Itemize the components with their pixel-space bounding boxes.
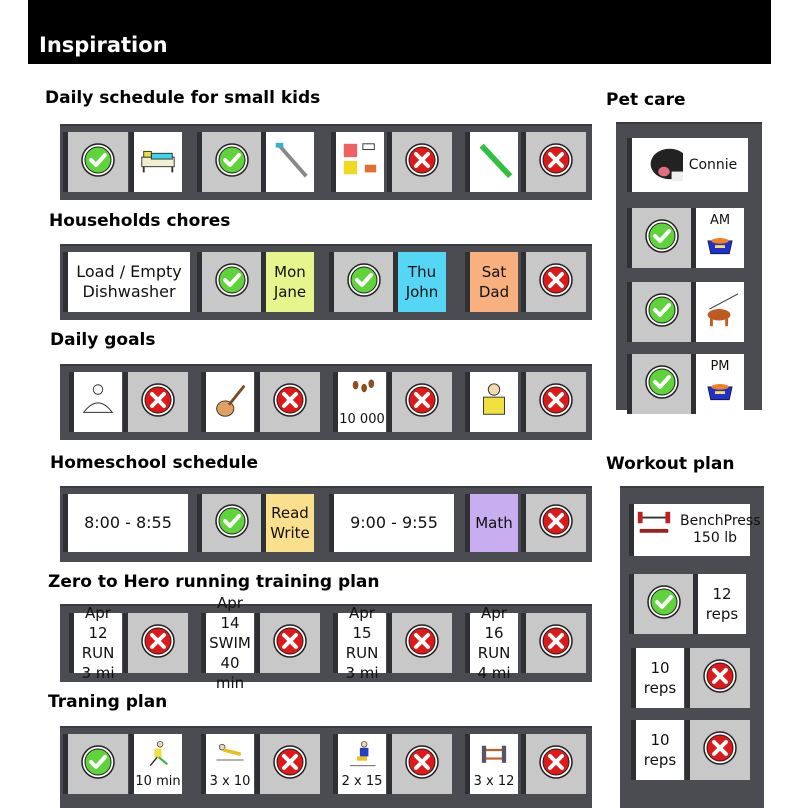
check-icon	[80, 744, 116, 785]
picture-tile[interactable]	[338, 734, 386, 794]
tile-text-line: 3 mi	[345, 664, 379, 682]
not-done-tile[interactable]	[128, 372, 188, 432]
meditation-icon	[78, 380, 118, 425]
cross-icon	[538, 142, 574, 183]
cross-icon	[538, 623, 574, 664]
text-tile[interactable]	[68, 494, 188, 552]
tile-text-line: RUN	[81, 644, 115, 662]
dog-icon	[643, 143, 683, 188]
dumbbells-icon	[479, 740, 509, 775]
cross-icon	[404, 744, 440, 785]
done-tile[interactable]	[68, 734, 128, 794]
tile-text-line: RUN	[345, 644, 379, 662]
text-tile[interactable]	[206, 594, 254, 692]
picture-tile[interactable]	[206, 734, 254, 794]
not-done-tile[interactable]	[526, 132, 586, 192]
tile-text-line: Apr 12	[85, 604, 111, 642]
check-icon	[646, 584, 682, 625]
section-title: Daily schedule for small kids	[45, 88, 321, 108]
check-icon	[644, 218, 680, 259]
cross-icon	[404, 623, 440, 664]
picture-tile[interactable]	[696, 354, 744, 414]
cross-icon	[272, 382, 308, 423]
picture-tile[interactable]	[134, 734, 182, 794]
picture-tile[interactable]	[338, 372, 386, 432]
tile-text-line: Sat	[481, 263, 507, 281]
text-tile[interactable]	[74, 604, 122, 682]
tile-text-line: reps	[643, 751, 677, 769]
tile-text-line: Math	[475, 514, 513, 532]
tile-text-line: 10	[650, 731, 670, 749]
clothes-icon	[340, 140, 380, 185]
cross-icon	[538, 382, 574, 423]
tile-caption: PM	[710, 358, 730, 374]
done-tile[interactable]	[634, 574, 694, 634]
check-icon	[214, 503, 250, 544]
text-tile[interactable]	[334, 494, 454, 552]
check-icon	[644, 364, 680, 405]
not-done-tile[interactable]	[392, 132, 452, 192]
not-done-tile[interactable]	[392, 372, 452, 432]
tile-text-line: reps	[705, 605, 739, 623]
tile-text-line: Write	[270, 524, 310, 542]
squat-icon	[347, 740, 377, 775]
done-tile[interactable]	[632, 282, 692, 342]
tile-caption: 10 000	[339, 411, 385, 427]
cross-icon	[702, 730, 738, 771]
not-done-tile[interactable]	[392, 734, 452, 794]
tile-caption: Connie	[688, 156, 738, 173]
not-done-tile[interactable]	[526, 734, 586, 794]
done-tile[interactable]	[68, 132, 128, 192]
cross-icon	[272, 623, 308, 664]
text-tile[interactable]	[470, 252, 518, 312]
done-tile[interactable]	[202, 132, 262, 192]
picture-tile[interactable]	[632, 138, 748, 192]
check-icon	[346, 262, 382, 303]
not-done-tile[interactable]	[128, 613, 188, 673]
not-done-tile[interactable]	[260, 372, 320, 432]
cross-icon	[404, 382, 440, 423]
cross-icon	[140, 623, 176, 664]
tile-caption: BenchPress 150 lb	[680, 513, 761, 546]
cross-icon	[538, 744, 574, 785]
pushup-icon	[215, 740, 245, 775]
tile-text-line: John	[405, 283, 439, 301]
picture-tile[interactable]	[470, 734, 518, 794]
tile-caption: 2 x 15	[341, 773, 383, 789]
text-tile[interactable]	[266, 252, 314, 312]
tile-text-line: Dishwasher	[82, 282, 176, 301]
picture-tile[interactable]	[336, 132, 384, 192]
section-title: Traning plan	[48, 692, 168, 712]
section-title: Pet care	[606, 90, 686, 110]
picture-tile[interactable]	[696, 282, 744, 342]
check-icon	[80, 142, 116, 183]
tile-text-line: 12	[712, 585, 732, 603]
comb-icon	[474, 140, 514, 185]
tile-text-line: Dad	[478, 283, 510, 301]
reading-icon	[474, 380, 514, 425]
text-tile[interactable]	[636, 720, 684, 780]
picture-tile[interactable]	[470, 372, 518, 432]
not-done-tile[interactable]	[690, 720, 750, 780]
cross-icon	[538, 503, 574, 544]
picture-tile[interactable]	[74, 372, 122, 432]
tile-text-line: 9:00 - 9:55	[350, 513, 438, 532]
toothbrush-icon	[270, 140, 310, 185]
tile-caption: 3 x 12	[473, 773, 515, 789]
tile-text-line: Apr 14	[217, 594, 243, 632]
done-tile[interactable]	[632, 208, 692, 268]
tile-text-line: Apr 16	[481, 604, 507, 642]
guitar-icon	[210, 380, 250, 425]
tile-caption: AM	[709, 212, 731, 228]
text-tile[interactable]	[470, 494, 518, 552]
not-done-tile[interactable]	[260, 734, 320, 794]
picture-tile[interactable]	[696, 208, 744, 268]
section-title: Homeschool schedule	[50, 453, 259, 473]
not-done-tile[interactable]	[392, 613, 452, 673]
bed-icon	[138, 140, 178, 185]
tile-text-line: Jane	[273, 283, 307, 301]
text-tile[interactable]	[470, 604, 518, 682]
tile-text-line: RUN	[477, 644, 511, 662]
not-done-tile[interactable]	[526, 494, 586, 552]
not-done-tile[interactable]	[260, 613, 320, 673]
section-title: Households chores	[49, 211, 231, 231]
not-done-tile[interactable]	[690, 648, 750, 708]
section-title: Zero to Hero running training plan	[48, 572, 380, 592]
tile-text-line: 40 min	[215, 654, 245, 692]
text-tile[interactable]	[338, 604, 386, 682]
check-icon	[644, 292, 680, 333]
text-tile[interactable]	[266, 494, 314, 552]
tile-text-line: Mon	[274, 263, 306, 281]
text-tile[interactable]	[68, 252, 190, 312]
footprints-icon	[347, 378, 377, 413]
dog-bowl-icon	[705, 374, 735, 409]
bench-press-icon	[634, 508, 674, 553]
tile-text-line: reps	[643, 679, 677, 697]
check-icon	[214, 262, 250, 303]
tile-text-line: Thu	[407, 263, 437, 281]
section-title: Workout plan	[606, 454, 735, 474]
stretching-icon	[143, 740, 173, 775]
not-done-tile[interactable]	[526, 372, 586, 432]
tile-text-line: SWIM	[209, 634, 251, 652]
text-tile[interactable]	[398, 252, 446, 312]
text-tile[interactable]	[698, 574, 746, 634]
tile-text-line: Load / Empty	[76, 262, 182, 281]
picture-tile[interactable]	[634, 504, 761, 556]
cross-icon	[272, 744, 308, 785]
dog-walk-icon	[700, 290, 740, 335]
cross-icon	[538, 262, 574, 303]
check-icon	[214, 142, 250, 183]
tile-text-line: 4 mi	[477, 664, 511, 682]
not-done-tile[interactable]	[526, 613, 586, 673]
section-title: Daily goals	[50, 330, 156, 350]
cross-icon	[404, 142, 440, 183]
picture-tile[interactable]	[470, 132, 518, 192]
not-done-tile[interactable]	[526, 252, 586, 312]
dog-bowl-icon	[705, 228, 735, 263]
tile-caption: 10 min	[135, 773, 181, 789]
done-tile[interactable]	[202, 252, 262, 312]
tile-text-line: 3 mi	[81, 664, 115, 682]
page-title: Inspiration	[39, 33, 168, 57]
done-tile[interactable]	[632, 354, 692, 414]
picture-tile[interactable]	[134, 132, 182, 192]
tile-text-line: 8:00 - 8:55	[84, 513, 172, 532]
done-tile[interactable]	[202, 494, 262, 552]
page-header	[28, 0, 771, 64]
tile-text-line: Apr 15	[349, 604, 375, 642]
picture-tile[interactable]	[266, 132, 314, 192]
cross-icon	[702, 658, 738, 699]
cross-icon	[140, 382, 176, 423]
tile-caption: 3 x 10	[209, 773, 251, 789]
done-tile[interactable]	[334, 252, 394, 312]
tile-text-line: 10	[650, 659, 670, 677]
text-tile[interactable]	[636, 648, 684, 708]
picture-tile[interactable]	[206, 372, 254, 432]
tile-text-line: Read	[271, 504, 309, 522]
